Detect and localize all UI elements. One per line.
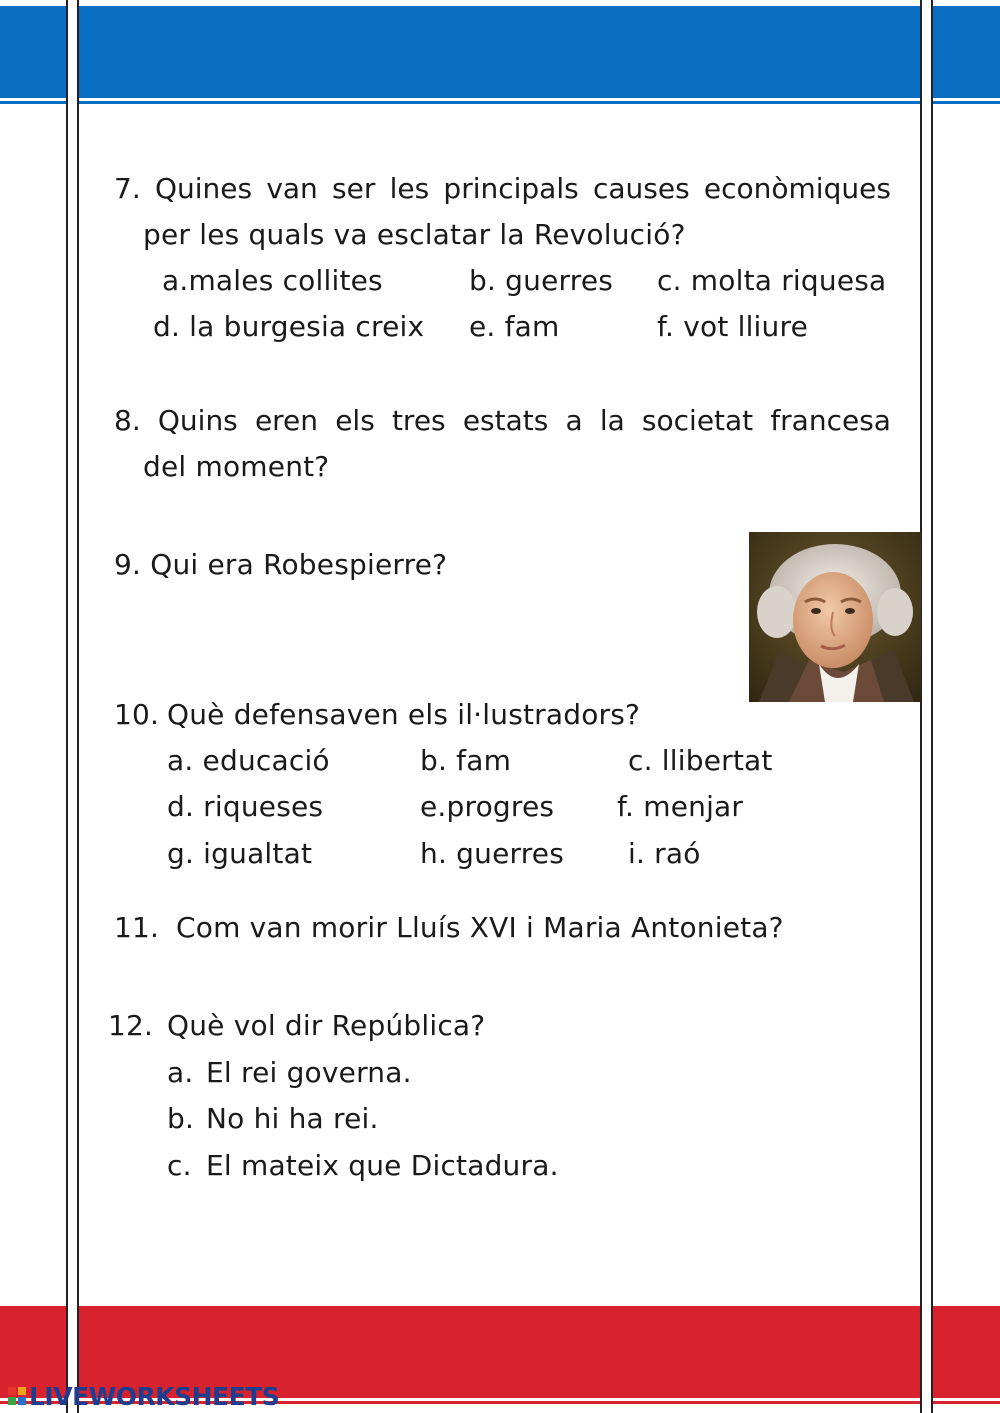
right-gap — [922, 0, 931, 1413]
q7-option-a: a.males collites — [162, 264, 383, 297]
right-border-line-inner — [920, 0, 922, 1413]
q11-question: Com van morir Lluís XVI i Maria Antonieta? — [176, 911, 784, 944]
right-border-line-outer — [931, 0, 933, 1413]
left-border-line-outer — [66, 0, 68, 1413]
liveworksheets-logo-icon — [8, 1387, 26, 1405]
q7-option-c: c. molta riquesa — [657, 264, 887, 297]
q12-option-a-letter: a. — [167, 1056, 194, 1089]
q10-number: 10. — [114, 698, 160, 731]
left-gap — [68, 0, 77, 1413]
q7-option-e: e. fam — [469, 310, 560, 343]
q10-question: Què defensaven els il·lustradors? — [167, 698, 641, 731]
q12-number: 12. — [108, 1009, 154, 1042]
left-border-line-inner — [77, 0, 79, 1413]
top-blue-line — [0, 101, 1000, 104]
q12-option-b-letter: b. — [167, 1102, 195, 1135]
q10-option-d: d. riqueses — [167, 790, 324, 823]
q7-option-b: b. guerres — [469, 264, 614, 297]
liveworksheets-logo[interactable] — [8, 1383, 279, 1409]
q10-option-a: a. educació — [167, 744, 330, 777]
q9-question: 9. Qui era Robespierre? — [114, 548, 448, 581]
q7-line1: 7. Quines van ser les principals causes econòmiques — [114, 172, 891, 205]
q10-option-b: b. fam — [420, 744, 512, 777]
q10-option-c: c. llibertat — [628, 744, 773, 777]
q7-option-f: f. vot lliure — [657, 310, 809, 343]
q10-option-h: h. guerres — [420, 837, 565, 870]
q12-option-c-text: El mateix que Dictadura. — [206, 1149, 559, 1182]
q12-option-b-text: No hi ha rei. — [206, 1102, 379, 1135]
q12-option-a-text: El rei governa. — [206, 1056, 412, 1089]
top-blue-band — [0, 6, 1000, 98]
q11-number: 11. — [114, 911, 160, 944]
q10-option-g: g. igualtat — [167, 837, 313, 870]
q10-option-e: e.progres — [420, 790, 555, 823]
q7-option-d: d. la burgesia creix — [153, 310, 425, 343]
q10-option-f: f. menjar — [617, 790, 744, 823]
q8-line2: del moment? — [143, 450, 330, 483]
q12-option-c-letter: c. — [167, 1149, 192, 1182]
q12-question: Què vol dir República? — [167, 1009, 486, 1042]
liveworksheets-logo-text: LIVEWORKSHEETS — [29, 1381, 280, 1411]
robespierre-portrait-icon — [749, 532, 921, 702]
q8-line1: 8. Quins eren els tres estats a la societat francesa — [114, 404, 891, 437]
q7-line2: per les quals va esclatar la Revolució? — [143, 218, 686, 251]
q10-option-i: i. raó — [628, 837, 701, 870]
